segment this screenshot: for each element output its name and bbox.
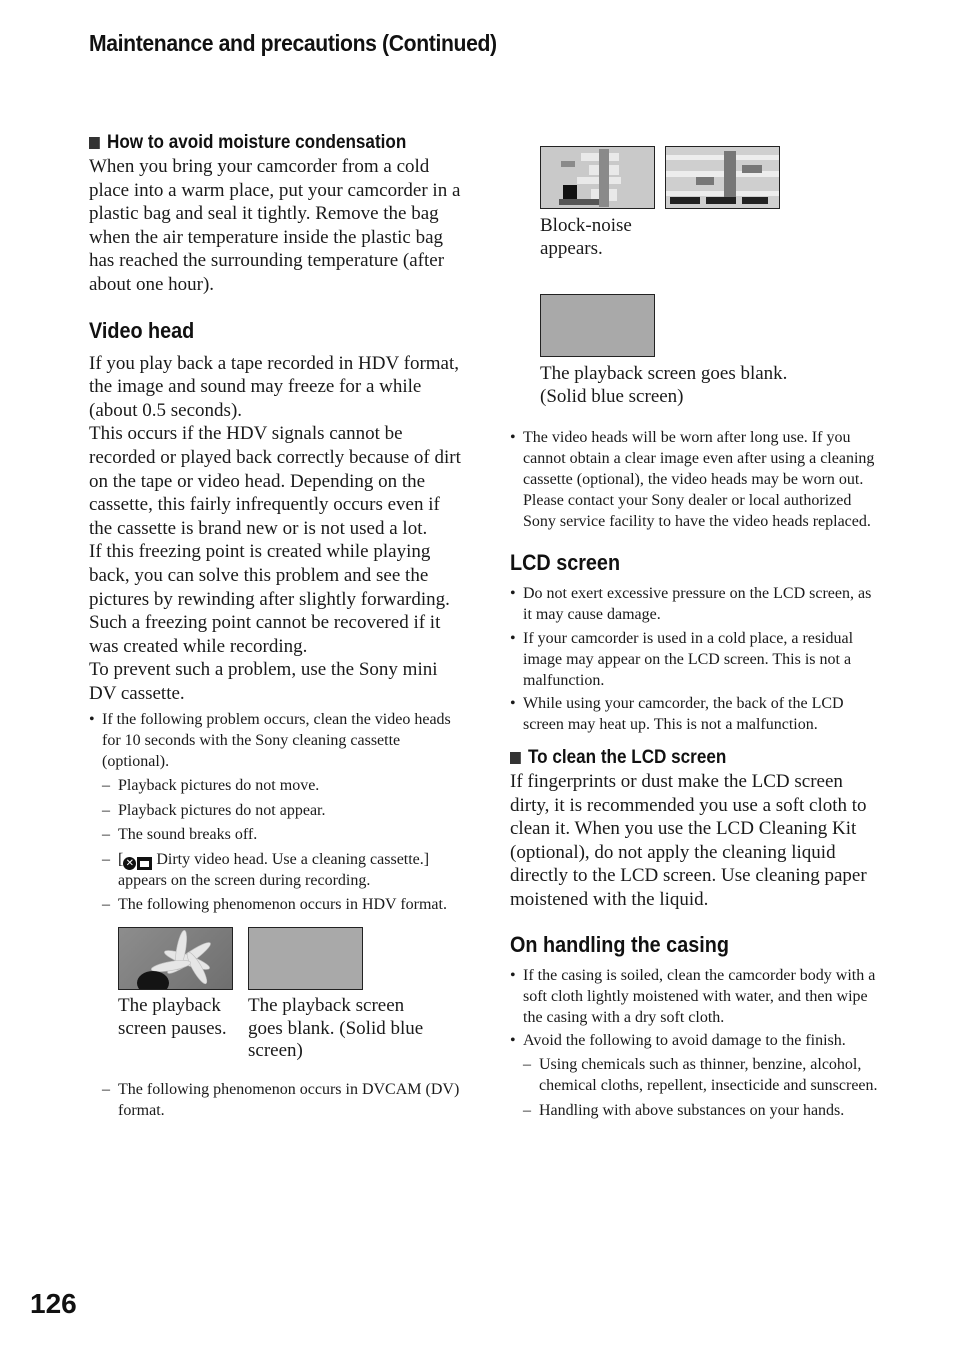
right-column — [510, 146, 884, 1124]
list-item: – The following phenomenon occurs in DVCAM (DV) format. — [102, 1079, 461, 1121]
list-item: – The sound breaks off. — [102, 824, 461, 845]
hdv-dash-text: The following phenomenon occurs in HDV format. — [118, 896, 447, 914]
hdv-figure-pause — [118, 927, 235, 1063]
video-head-para-2: This occurs if the HDV signals cannot be recorded or played back correctly because of dirt on the tape or video head. Depending on the cassette, this fairly infrequently occurs even if the cassette is brand new or is not used a lot. — [89, 423, 461, 539]
hdv-figure-row — [118, 927, 461, 1063]
pause-caption: The playback screen pauses. — [118, 995, 227, 1039]
flower-icon — [119, 928, 233, 990]
list-item — [102, 894, 461, 1063]
list-item — [510, 1030, 884, 1121]
video-head-heading: Video head — [89, 317, 195, 343]
left-column — [89, 131, 461, 1124]
list-item: – Using chemicals such as thinner, benzine, alcohol, chemical cloths, repellent, insecticide and sunscreen. — [523, 1054, 884, 1096]
page-header: Maintenance and precautions (Continued) — [89, 30, 497, 56]
problem-dash-list — [102, 775, 461, 1121]
list-item: – Playback pictures do not move. — [102, 775, 461, 796]
worn-heads-list — [510, 427, 884, 532]
casing-bullet-list — [510, 965, 884, 1121]
video-head-para-3: If this freezing point is created while playing back, you can solve this problem and see the pictures by rewinding after slightly forwarding. Such a freezing point cannot be recovered if it was created while recording. — [89, 541, 450, 657]
moisture-heading — [89, 131, 424, 155]
list-item — [89, 709, 461, 1121]
square-bullet-icon — [89, 137, 100, 149]
dv-noise-figures — [540, 146, 884, 209]
lcd-clean-heading — [510, 746, 847, 770]
list-item: • If your camcorder is used in a cold place, a residual image may appear on the LCD screen. This is not a malfunction. — [510, 628, 884, 691]
casing-avoid-text: Avoid the following to avoid damage to the finish. — [523, 1032, 846, 1050]
dirty-head-message: Dirty video head. Use a cleaning cassette.] appears on the screen during recording. — [118, 850, 430, 889]
cleaning-bullet-list — [89, 709, 461, 1121]
video-head-para-4: To prevent such a problem, use the Sony mini DV cassette. — [89, 659, 438, 704]
moisture-heading-text: How to avoid moisture condensation — [107, 132, 407, 153]
block-noise-icon — [666, 147, 780, 209]
list-item: – Handling with above substances on your hands. — [523, 1100, 884, 1121]
list-item — [102, 849, 461, 891]
dv-blank-caption: The playback screen goes blank. (Solid blue screen) — [540, 363, 788, 407]
blank-caption: The playback screen goes blank. (Solid blue screen) — [248, 995, 424, 1062]
lcd-heading: LCD screen — [510, 550, 621, 575]
casing-dash-list — [523, 1054, 884, 1121]
block-noise-caption: Block-noise appears. — [540, 215, 632, 259]
page-number: 126 — [30, 1288, 77, 1319]
x-circle-icon: ✕ — [123, 857, 136, 870]
lcd-clean-text: If fingerprints or dust make the LCD screen dirty, it is recommended you use a soft cloth to clean it. When you use the LCD Cleaning Kit (optional), do not apply the cleaning liquid directly to the LCD screen. Use cleaning paper moistened with the liquid. — [510, 771, 867, 910]
dirty-head-prefix: [ — [118, 850, 124, 868]
cleaning-bullet-text: If the following problem occurs, clean the video heads for 10 seconds with the Sony cleaning cassette (optional). — [102, 711, 451, 771]
block-noise-icon — [541, 147, 655, 209]
dv-blank-screen-image — [540, 294, 655, 357]
dirty-head-icons — [123, 857, 152, 870]
lcd-clean-heading-text: To clean the LCD screen — [528, 747, 727, 768]
block-noise-image-2 — [665, 146, 780, 209]
list-item: – Playback pictures do not appear. — [102, 800, 461, 821]
lcd-bullet-list — [510, 583, 884, 735]
block-noise-image-1 — [540, 146, 655, 209]
paused-flower-image — [118, 927, 233, 990]
hdv-figure-blank — [248, 927, 428, 1063]
list-item: • The video heads will be worn after long use. If you cannot obtain a clear image even after using a cleaning cassette (optional), the video heads may be worn out. Please contact your Sony dealer or local authorized Sony service facility to have the video heads replaced. — [510, 427, 884, 532]
casing-heading: On handling the casing — [510, 931, 729, 957]
list-item: • While using your camcorder, the back of the LCD screen may heat up. This is not a malfunction. — [510, 693, 884, 735]
blank-screen-image — [248, 927, 363, 990]
list-item: • Do not exert excessive pressure on the LCD screen, as it may cause damage. — [510, 583, 884, 625]
video-head-para-1: If you play back a tape recorded in HDV format, the image and sound may freeze for a while (about 0.5 seconds). — [89, 352, 460, 421]
moisture-text: When you bring your camcorder from a cold place into a warm place, put your camcorder in a plastic bag and seal it tightly. Remove the bag when the air temperature inside the plastic bag has reached the surrounding temperature (after about one hour). — [89, 156, 461, 295]
cassette-icon — [137, 857, 152, 870]
square-bullet-icon — [510, 752, 521, 764]
list-item: • If the casing is soiled, clean the camcorder body with a soft cloth lightly moistened with water, and then wipe the casing with a dry soft cloth. — [510, 965, 884, 1028]
